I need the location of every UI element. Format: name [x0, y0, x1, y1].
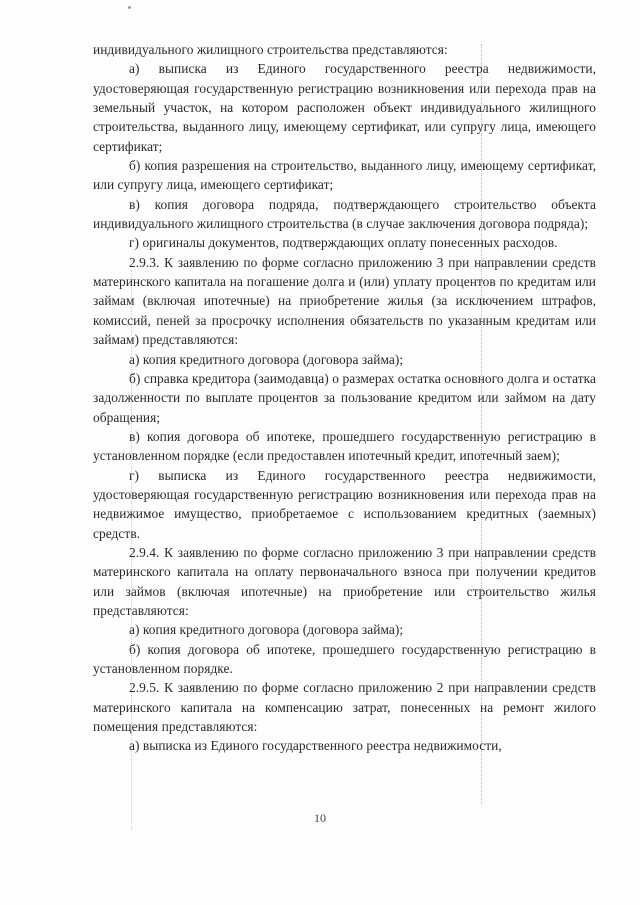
- paragraph: в) копия договора об ипотеке, прошедшего государственную регистрацию в установленном порядке (если предоставлен ипотечный кредит, ипотечный заем);: [93, 428, 596, 464]
- paragraph: в) копия договора подряда, подтверждающего строительство объекта индивидуального жилищного строительства (в случае заключения договора подряда);: [93, 196, 596, 232]
- paragraph: а) копия кредитного договора (договора займа);: [129, 622, 404, 638]
- scan-speck: [128, 6, 131, 9]
- paragraph: б) справка кредитора (заимодавца) о размерах остатка основного долга и остатка задолженности по выплате процентов за пользование кредитом или займом на дату обращения;: [93, 370, 596, 425]
- paragraph: 2.9.3. К заявлению по форме согласно приложению 3 при направлении средств материнского капитала на погашение долга и (или) уплату процентов по кредитам или займам (включая ипотечные) на приобретение жилья (за исключением штрафов, комиссий, пеней за просрочку исполнения обязательств по указанным кредитам или займам) представляются:: [93, 254, 596, 348]
- paragraph: 2.9.5. К заявлению по форме согласно приложению 2 при направлении средств материнского капитала на компенсацию затрат, понесенных на ремонт жилого помещения представляются:: [93, 680, 596, 735]
- page-number: 10: [314, 811, 326, 825]
- paragraph: 2.9.4. К заявлению по форме согласно приложению 3 при направлении средств материнского капитала на оплату первоначального взноса при получении кредитов или займов (включая ипотечные) на приобретение или строительство жилья представляются:: [93, 544, 596, 618]
- paragraph: г) выписка из Единого государственного реестра недвижимости, удостоверяющая государственную регистрацию возникновения или перехода прав на недвижимое имущество, приобретаемое с использованием кредитных (заемных) средств.: [93, 467, 596, 541]
- paragraph: г) оригиналы документов, подтверждающих оплату понесенных расходов.: [129, 235, 558, 251]
- paragraph: а) копия кредитного договора (договора займа);: [129, 351, 404, 367]
- paragraph: б) копия договора об ипотеке, прошедшего государственную регистрацию в установленном порядке.: [93, 641, 596, 676]
- paragraph: индивидуального жилищного строительства представляются:: [93, 42, 448, 57]
- paragraph: б) копия разрешения на строительство, выданного лицу, имеющему сертификат, или супругу лица, имеющего сертификат;: [93, 158, 596, 193]
- document-body: [93, 40, 596, 756]
- paragraph: а) выписка из Единого государственного реестра недвижимости,: [129, 738, 502, 754]
- paragraph: а) выписка из Единого государственного реестра недвижимости, удостоверяющая государственную регистрацию возникновения или перехода прав на земельный участок, на котором расположен объект индивидуального жилищного строительства, выданного лицу, имеющему сертификат, или супругу лица, имеющего сертификат;: [93, 61, 596, 154]
